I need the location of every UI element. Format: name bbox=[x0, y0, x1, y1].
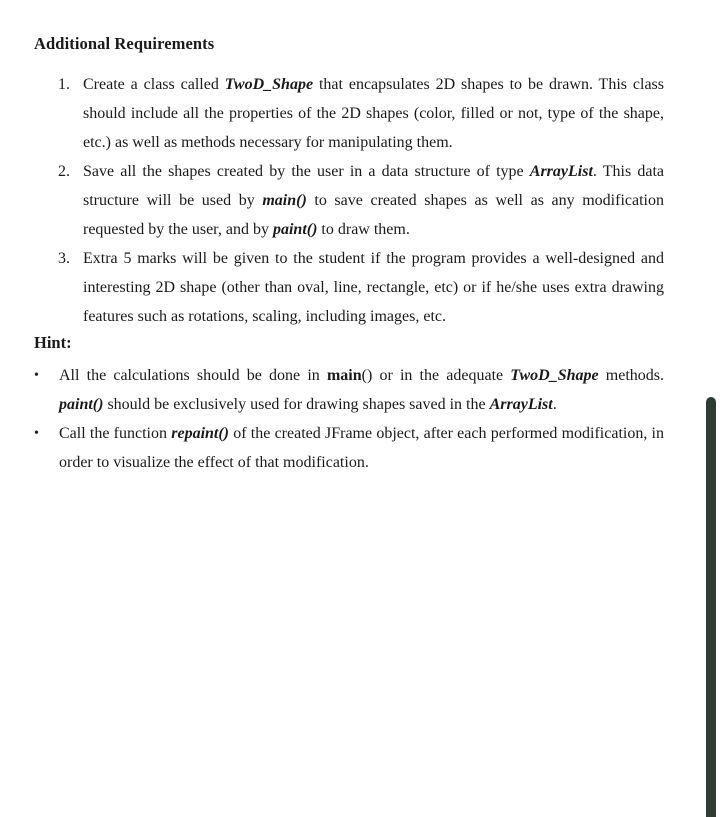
text-run: to save created shapes as well as any modification requested by the user, and by bbox=[83, 192, 664, 238]
method-name-emphasis: main() bbox=[262, 192, 307, 209]
list-number: 1. bbox=[58, 76, 70, 93]
method-name-emphasis: paint() bbox=[59, 396, 104, 413]
text-run: Save all the shapes created by the user in a data structure of type bbox=[83, 163, 530, 180]
text-run: Create a class called bbox=[83, 76, 225, 93]
type-name-emphasis: ArrayList bbox=[489, 396, 553, 413]
requirement-item-1 bbox=[58, 70, 664, 157]
text-run: to draw them. bbox=[317, 221, 410, 238]
text-run: methods. bbox=[598, 367, 664, 384]
class-name-emphasis: TwoD_Shape bbox=[224, 76, 314, 93]
list-number: 2. bbox=[58, 163, 70, 180]
class-name-emphasis: TwoD_Shape bbox=[510, 367, 599, 384]
hint-item-2 bbox=[34, 419, 664, 477]
method-name-emphasis: repaint() bbox=[171, 425, 230, 442]
hint-heading: Hint: bbox=[34, 333, 72, 352]
text-run: that encapsulates 2D shapes to be drawn. This class should include all the properties of the 2D shapes (color, filled or not, type of the shape, etc.) as well as methods necessary for manipulating them. bbox=[83, 76, 664, 151]
text-run: . bbox=[552, 396, 557, 413]
requirement-item-3 bbox=[58, 244, 664, 331]
hints-list bbox=[34, 361, 664, 477]
type-name-emphasis: ArrayList bbox=[529, 163, 593, 180]
bullet-icon: • bbox=[34, 368, 39, 383]
bullet-icon: • bbox=[34, 426, 39, 441]
hint-item-1 bbox=[34, 361, 664, 419]
text-run: Extra 5 marks will be given to the student if the program provides a well-designed and interesting 2D shape (other than oval, line, rectangle, etc) or if he/she uses extra drawing features such as rotations, scaling, including images, etc. bbox=[83, 250, 664, 325]
list-number: 3. bbox=[58, 250, 70, 267]
text-run: . This data structure will be used by bbox=[83, 163, 664, 209]
section-heading: Additional Requirements bbox=[34, 34, 215, 53]
text-run: () or in the adequate bbox=[361, 367, 511, 384]
text-run: of the created JFrame object, after each performed modification, in order to visualize the effect of that modification. bbox=[59, 425, 665, 471]
method-name-emphasis: paint() bbox=[272, 221, 318, 238]
requirement-item-2 bbox=[58, 157, 664, 244]
vertical-scrollbar[interactable] bbox=[706, 397, 716, 817]
text-run: All the calculations should be done in bbox=[59, 367, 327, 384]
requirements-list bbox=[58, 70, 664, 331]
method-name-emphasis: main bbox=[326, 367, 362, 384]
text-run: Call the function bbox=[59, 425, 172, 442]
text-run: should be exclusively used for drawing shapes saved in the bbox=[103, 396, 490, 413]
